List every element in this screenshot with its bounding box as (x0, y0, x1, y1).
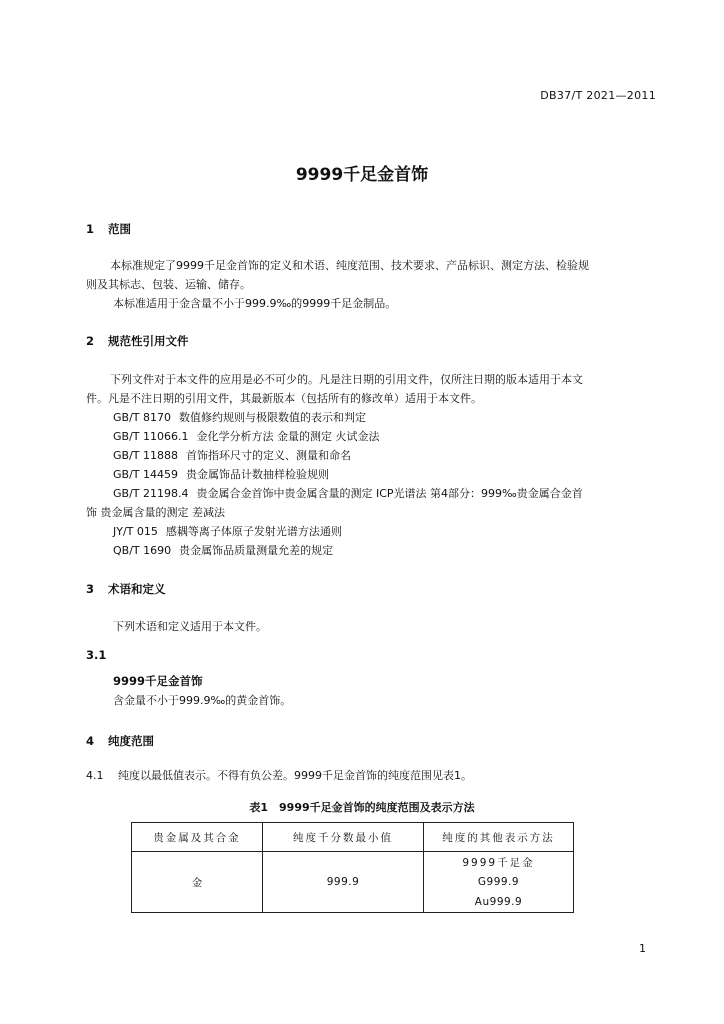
reference-item (113, 427, 379, 446)
table-header-cell: 纯度的其他表示方法 (424, 823, 574, 852)
section-3-intro: 下列术语和定义适用于本文件。 (113, 620, 267, 633)
paragraph-line: 件。凡是不注日期的引用文件，其最新版本（包括所有的修改单）适用于本文件。 (86, 392, 482, 405)
reference-code: GB/T 11888 (113, 449, 178, 462)
section-3-heading (86, 581, 166, 597)
table-cell-other: G999.9 (424, 872, 574, 892)
term-definition: 含金量不小于999.9‰的黄金首饰。 (113, 694, 292, 707)
section-title: 纯度范围 (108, 734, 154, 748)
page-number: 1 (639, 942, 646, 955)
purity-table (131, 822, 574, 913)
table-cell-min: 999.9 (263, 852, 424, 913)
term-title: 9999千足金首饰 (113, 674, 203, 688)
reference-code: GB/T 8170 (113, 411, 171, 424)
reference-item (113, 408, 366, 427)
clause-number: 4.1 (86, 769, 104, 782)
section-title: 规范性引用文件 (108, 334, 189, 348)
section-2-intro (86, 370, 658, 408)
table-header-cell: 贵金属及其合金 (132, 823, 263, 852)
clause-4-1 (86, 766, 472, 785)
document-code: DB37/T 2021—2011 (540, 89, 656, 102)
section-title: 术语和定义 (108, 582, 166, 596)
reference-title: 贵金属合金首饰中贵金属含量的测定 ICP光谱法 第4部分：999‰贵金属合金首 (196, 487, 583, 500)
section-1-paragraph-1 (86, 256, 658, 294)
section-2-heading (86, 333, 189, 349)
reference-title: 贵金属饰品质量测量允差的规定 (179, 544, 334, 557)
reference-item (113, 446, 351, 465)
clause-text: 纯度以最低值表示。不得有负公差。9999千足金首饰的纯度范围见表1。 (118, 769, 472, 782)
reference-code: QB/T 1690 (113, 544, 172, 557)
reference-item (113, 465, 329, 484)
paragraph-line: 下列文件对于本文件的应用是必不可少的。凡是注日期的引用文件，仅所注日期的版本适用于本文 (110, 373, 583, 386)
reference-code: GB/T 14459 (113, 468, 178, 481)
section-number: 1 (86, 222, 95, 236)
section-number: 4 (86, 734, 95, 748)
section-number: 2 (86, 334, 95, 348)
table-header-cell: 纯度千分数最小值 (263, 823, 424, 852)
reference-item (113, 484, 583, 503)
reference-title: 饰 贵金属含量的测定 差减法 (86, 506, 225, 519)
paragraph-line: 则及其标志、包装、运输、储存。 (86, 278, 251, 291)
section-number: 3 (86, 582, 95, 596)
reference-title: 感耦等离子体原子发射光谱方法通则 (165, 525, 342, 538)
table-cell-metal: 金 (132, 852, 263, 913)
section-4-heading (86, 733, 154, 749)
reference-title: 金化学分析方法 金量的测定 火试金法 (196, 430, 380, 443)
reference-code: JY/T 015 (113, 525, 158, 538)
term-number: 3.1 (86, 648, 107, 662)
reference-title: 数值修约规则与极限数值的表示和判定 (179, 411, 366, 424)
table-cell-other: 9999千足金 (424, 852, 574, 873)
paragraph-line: 本标准规定了9999千足金首饰的定义和术语、纯度范围、技术要求、产品标识、测定方法、检验规 (110, 259, 589, 272)
reference-item-continued (86, 503, 225, 522)
reference-item (113, 522, 342, 541)
reference-code: GB/T 11066.1 (113, 430, 189, 443)
table-row (132, 852, 574, 873)
reference-item (113, 541, 333, 560)
table-header-row (132, 823, 574, 852)
reference-title: 贵金属饰品计数抽样检验规则 (186, 468, 329, 481)
section-1-paragraph-2: 本标准适用于金含量不小于999.9‰的9999千足金制品。 (113, 297, 397, 310)
table-caption: 表1 9999千足金首饰的纯度范围及表示方法 (249, 801, 475, 814)
reference-title: 首饰指环尺寸的定义、测量和命名 (186, 449, 351, 462)
section-1-heading (86, 221, 131, 237)
document-title: 9999千足金首饰 (295, 165, 429, 185)
table-cell-other: Au999.9 (424, 892, 574, 913)
reference-code: GB/T 21198.4 (113, 487, 189, 500)
section-title: 范围 (108, 222, 131, 236)
